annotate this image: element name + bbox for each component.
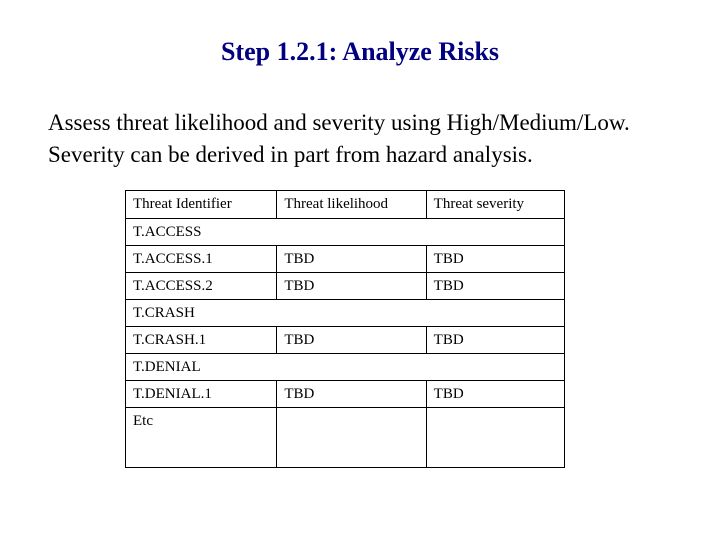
table-row xyxy=(126,381,565,408)
cell-threat-likelihood: TBD xyxy=(277,273,426,300)
cell-threat-identifier: T.ACCESS.1 xyxy=(126,246,277,273)
table-row xyxy=(126,246,565,273)
cell-threat-severity: TBD xyxy=(426,246,564,273)
cell-threat-likelihood: TBD xyxy=(277,327,426,354)
cell-threat-identifier: T.CRASH.1 xyxy=(126,327,277,354)
slide-title: Step 1.2.1: Analyze Risks xyxy=(220,37,500,66)
table-row xyxy=(126,273,565,300)
risk-table xyxy=(125,190,565,468)
cell-threat-severity: TBD xyxy=(426,273,564,300)
body-line-1: Assess threat likelihood and severity using High/Medium/Low. xyxy=(48,110,630,135)
body-text xyxy=(48,107,708,171)
cell-threat-likelihood: TBD xyxy=(277,381,426,408)
cell-threat-severity: TBD xyxy=(426,327,564,354)
cell-threat-identifier: T.DENIAL.1 xyxy=(126,381,277,408)
cell-empty xyxy=(277,408,426,468)
header-threat-identifier: Threat Identifier xyxy=(126,191,277,219)
body-line-2: Severity can be derived in part from hazard analysis. xyxy=(48,142,533,167)
cell-threat-severity: TBD xyxy=(426,381,564,408)
cell-threat-identifier: T.ACCESS.2 xyxy=(126,273,277,300)
table-row-etc xyxy=(126,408,565,468)
group-label-access: T.ACCESS xyxy=(126,219,565,246)
header-threat-severity: Threat severity xyxy=(426,191,564,219)
group-label-denial: T.DENIAL xyxy=(126,354,565,381)
group-row-denial xyxy=(126,354,565,381)
cell-etc: Etc xyxy=(126,408,277,468)
cell-threat-likelihood: TBD xyxy=(277,246,426,273)
group-row-access xyxy=(126,219,565,246)
table-header-row xyxy=(126,191,565,219)
group-label-crash: T.CRASH xyxy=(126,300,565,327)
cell-empty xyxy=(426,408,564,468)
group-row-crash xyxy=(126,300,565,327)
header-threat-likelihood: Threat likelihood xyxy=(277,191,426,219)
table-row xyxy=(126,327,565,354)
